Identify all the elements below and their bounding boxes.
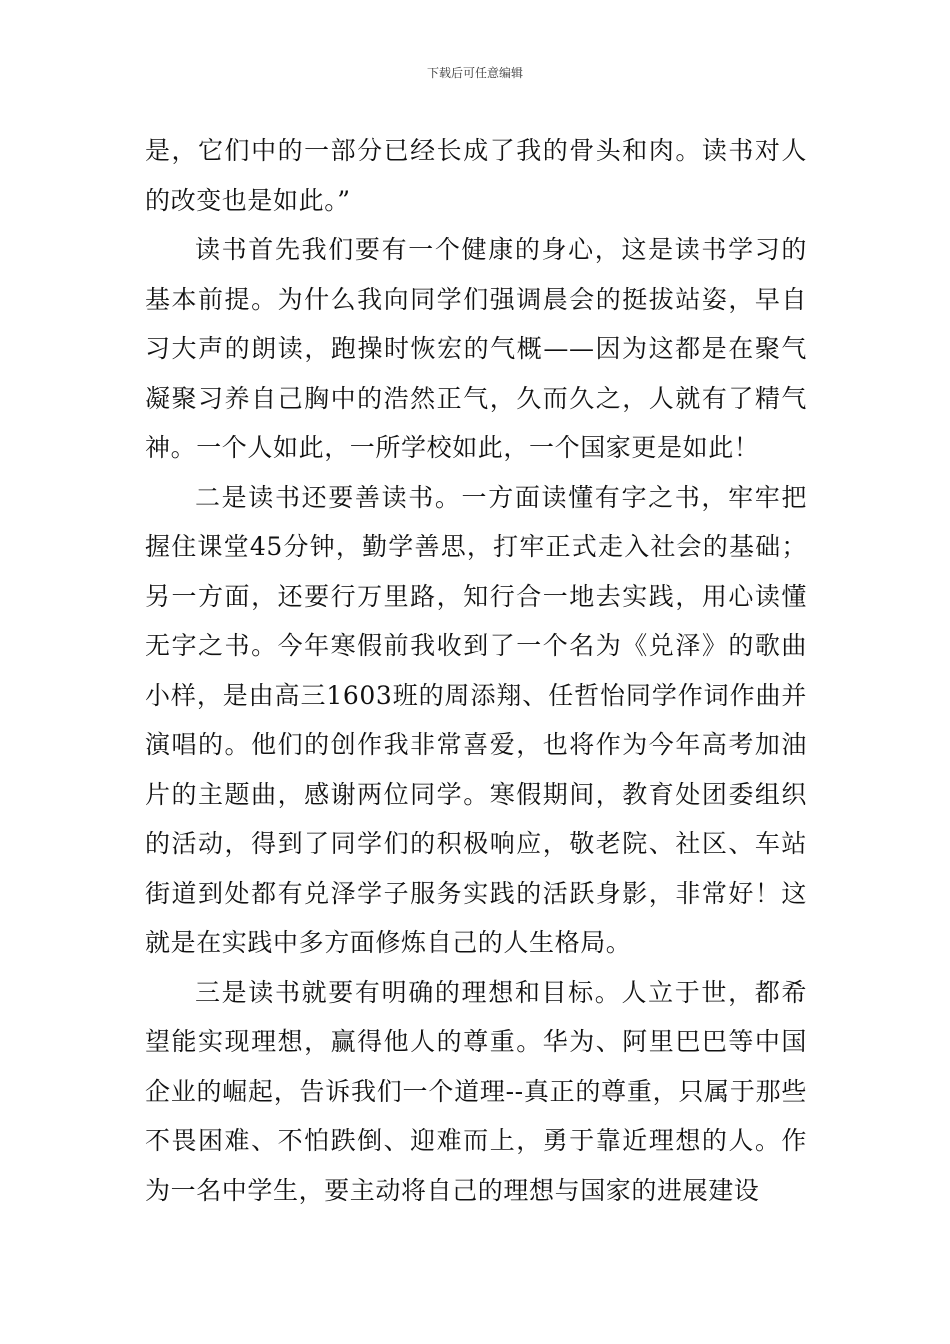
paragraph-3: 二是读书还要善读书。一方面读懂有字之书，牢牢把握住课堂45分钟，勤学善思，打牢正式走入社会的基础；另一方面，还要行万里路，知行合一地去实践，用心读懂无字之书。今年寒假前我收到了一个名为《兑泽》的歌曲小样，是由高三1603班的周添翔、任哲怡同学作词作曲并演唱的。他们的创作我非常喜爱，也将作为今年高考加油片的主题曲，感谢两位同学。寒假期间，教育处团委组织的活动，得到了同学们的积极响应，敬老院、社区、车站街道到处都有兑泽学子服务实践的活跃身影，非常好！这就是在实践中多方面修炼自己的人生格局。	[145, 482, 807, 957]
document-body	[145, 126, 807, 1215]
paragraph-1: 是，它们中的一部分已经长成了我的骨头和肉。读书对人的改变也是如此。”	[145, 136, 807, 215]
paragraph-2: 读书首先我们要有一个健康的身心，这是读书学习的基本前提。为什么我向同学们强调晨会的挺拔站姿，早自习大声的朗读，跑操时恢宏的气概——因为这都是在聚气凝聚习养自己胸中的浩然正气，久而久之，人就有了精气神。一个人如此，一所学校如此，一个国家更是如此！	[145, 235, 807, 462]
page-header: 下载后可任意编辑	[426, 66, 523, 80]
paragraph-4: 三是读书就要有明确的理想和目标。人立于世，都希望能实现理想，赢得他人的尊重。华为、阿里巴巴等中国企业的崛起，告诉我们一个道理--真正的尊重，只属于那些不畏困难、不怕跌倒、迎难而上，勇于靠近理想的人。作为一名中学生，要主动将自己的理想与国家的进展建设	[145, 977, 807, 1205]
